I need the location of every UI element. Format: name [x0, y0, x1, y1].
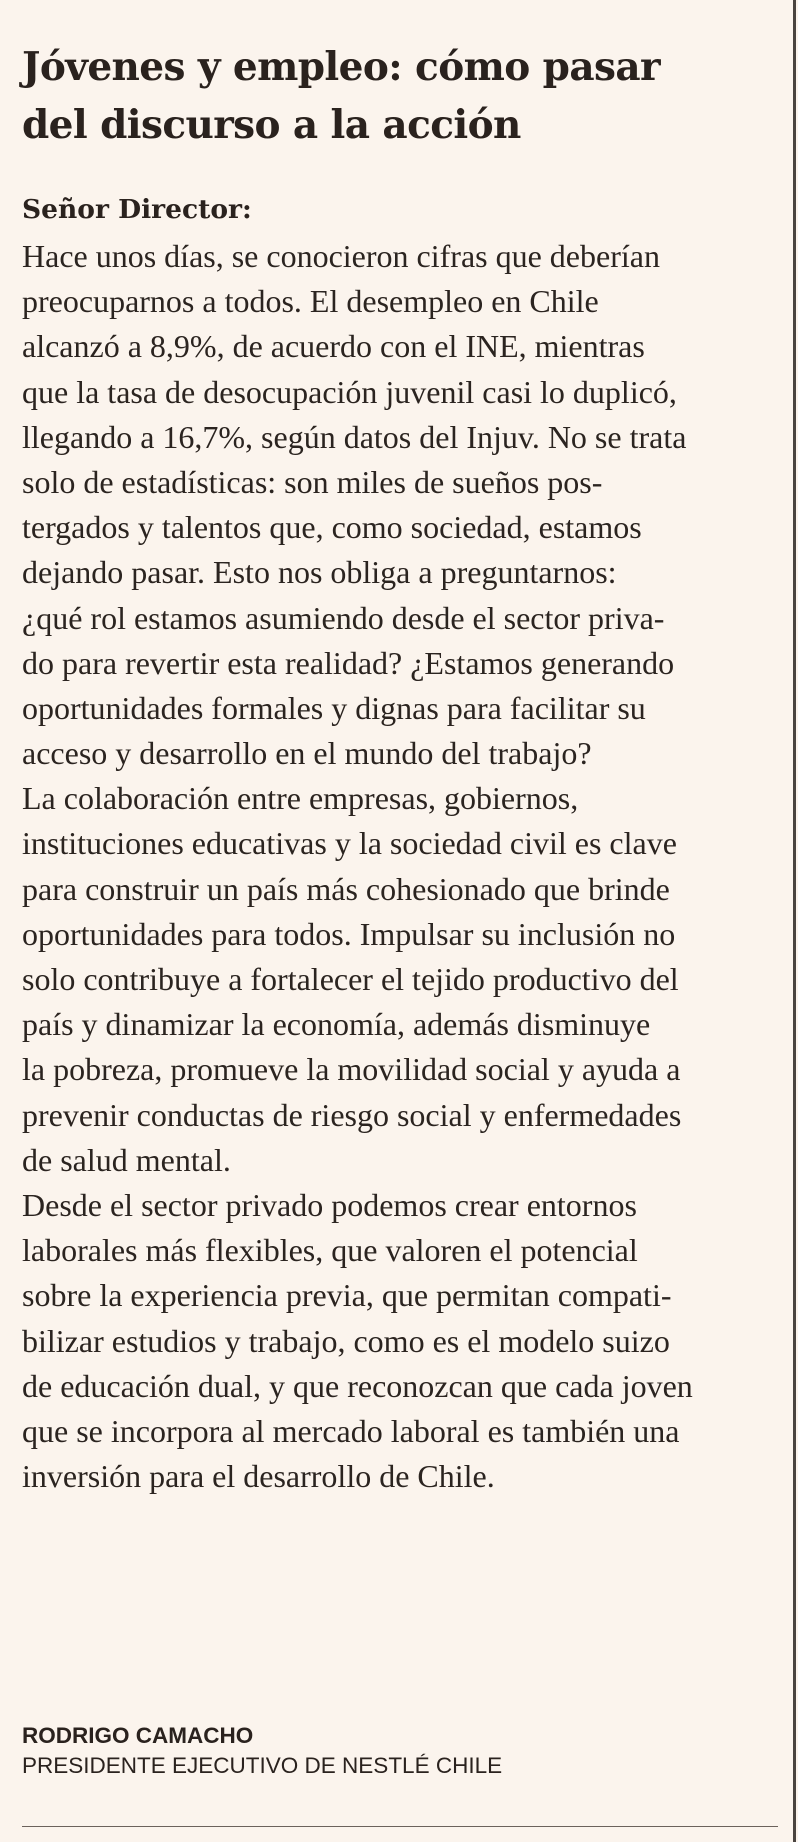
body-line: bilizar estudios y trabajo, como es el modelo suizo — [22, 1322, 670, 1359]
body-line: oportunidades formales y dignas para facilitar su — [22, 689, 646, 726]
body-line: alcanzó a 8,9%, de acuerdo con el INE, mientras — [22, 328, 645, 365]
body-line: inversión para el desarrollo de Chile. — [22, 1458, 495, 1495]
body-line: de salud mental. — [22, 1141, 231, 1178]
letter-salutation: Señor Director: — [22, 194, 252, 225]
body-line: oportunidades para todos. Impulsar su inclusión no — [22, 915, 676, 952]
body-line: laborales más flexibles, que valoren el potencial — [22, 1232, 638, 1269]
body-line: para construir un país más cohesionado que brinde — [22, 870, 670, 907]
body-line: Hace unos días, se conocieron cifras que deberían — [22, 238, 660, 274]
body-line: do para revertir esta realidad? ¿Estamos generando — [22, 644, 675, 681]
bottom-divider — [22, 1826, 778, 1827]
body-line: prevenir conductas de riesgo social y enfermedades — [22, 1096, 682, 1133]
letter-title-line: Jóvenes y empleo: cómo pasar — [22, 44, 660, 90]
body-line: dejando pasar. Esto nos obliga a preguntarnos: — [22, 554, 617, 591]
body-line: instituciones educativas y la sociedad civil es clave — [22, 825, 677, 862]
body-line: solo de estadísticas: son miles de sueños pos- — [22, 463, 603, 500]
letter-title-line: del discurso a la acción — [22, 102, 521, 148]
body-line: La colaboración entre empresas, gobiernos, — [22, 780, 579, 817]
body-line: la pobreza, promueve la movilidad social y ayuda a — [22, 1051, 681, 1088]
body-line: solo contribuye a fortalecer el tejido productivo del — [22, 961, 679, 997]
body-line: sobre la experiencia previa, que permitan compati- — [22, 1277, 672, 1314]
column-right-rule — [793, 0, 796, 1842]
body-line: Desde el sector privado podemos crear entornos — [22, 1186, 637, 1223]
body-line: tergados y talentos que, como sociedad, estamos — [22, 509, 642, 546]
author-role: PRESIDENTE EJECUTIVO DE NESTLÉ CHILE — [22, 1753, 503, 1778]
body-line: país y dinamizar la economía, además disminuye — [22, 1006, 651, 1043]
body-line: ¿qué rol estamos asumiendo desde el sector priva- — [22, 599, 665, 636]
body-line: acceso y desarrollo en el mundo del trabajo? — [22, 735, 592, 772]
body-line: llegando a 16,7%, según datos del Injuv. No se trata — [22, 418, 687, 455]
letter-body — [22, 234, 782, 1499]
body-line: de educación dual, y que reconozcan que cada joven — [22, 1367, 693, 1404]
body-line: preocuparnos a todos. El desempleo en Chile — [22, 283, 599, 320]
author-name: RODRIGO CAMACHO — [22, 1723, 254, 1748]
body-line: que la tasa de desocupación juvenil casi lo duplicó, — [22, 373, 677, 410]
body-line: que se incorpora al mercado laboral es también una — [22, 1412, 680, 1449]
letter-title — [22, 38, 762, 154]
